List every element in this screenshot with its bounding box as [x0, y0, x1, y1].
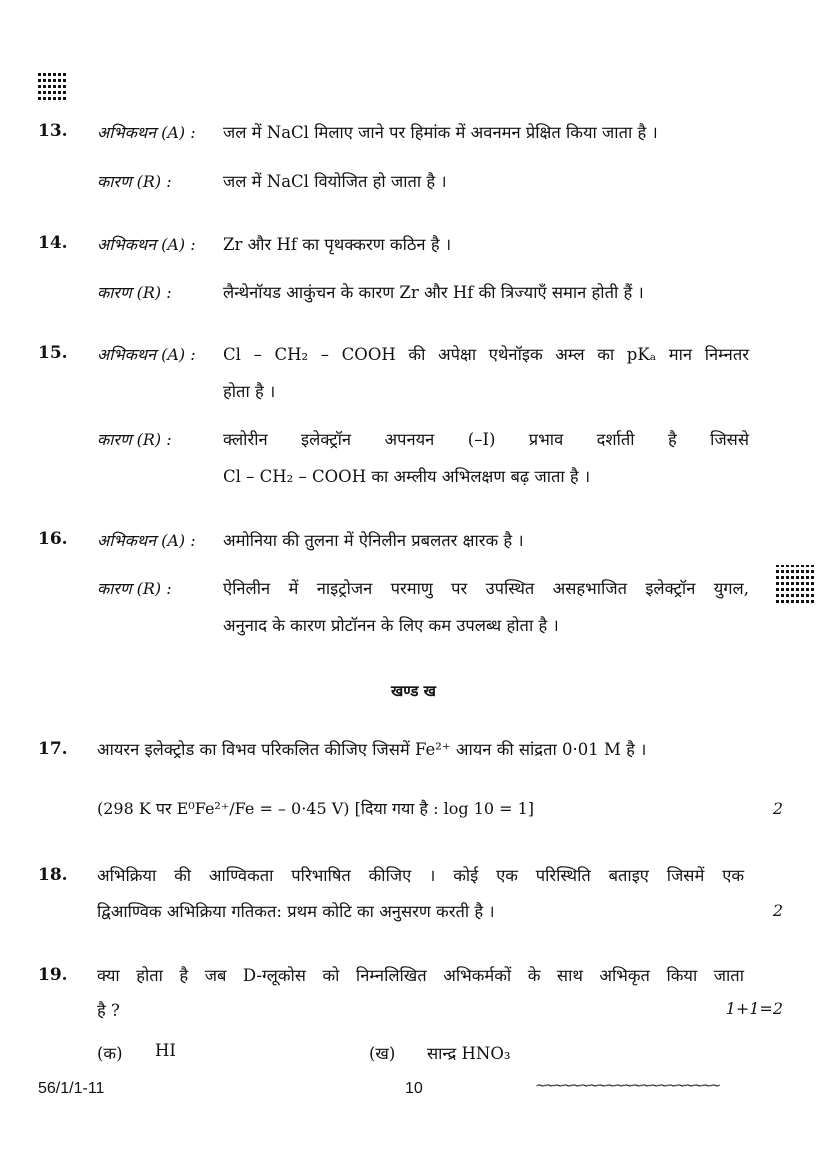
reason-text: क्लोरीन इलेक्ट्रॉन अपनयन (–I) प्रभाव दर्शाती है जिससे	[223, 430, 749, 449]
question-number: 18.	[38, 865, 68, 885]
assertion-text-cont: होता है ।	[223, 382, 276, 401]
reason-label: कारण (R) :	[97, 430, 172, 449]
reason-label: कारण (R) :	[97, 172, 172, 191]
question-number: 19.	[38, 965, 68, 985]
question-number: 16.	[38, 529, 68, 549]
reason-text: लैन्थेनॉयड आकुंचन के कारण Zr और Hf की त्रिज्याएँ समान होती हैं ।	[223, 283, 644, 302]
question-text-cont: है ?	[97, 1001, 120, 1020]
reason-text-cont: अनुनाद के कारण प्रोटॉनन के लिए कम उपलब्ध होता है ।	[223, 616, 559, 635]
assertion-label: अभिकथन (A) :	[97, 531, 196, 550]
qr-code-icon	[38, 72, 66, 100]
marks: 2	[772, 799, 783, 818]
marks: 1+1=2	[725, 999, 783, 1018]
question-number: 14.	[38, 233, 68, 253]
question-text-cont: द्विआण्विक अभिक्रिया गतिकत: प्रथम कोटि का अनुसरण करती है ।	[97, 902, 495, 921]
assertion-text: अमोनिया की तुलना में ऐनिलीन प्रबलतर क्षारक है ।	[223, 531, 524, 550]
qr-code-icon	[776, 565, 814, 603]
reason-text: ऐनिलीन में नाइट्रोजन परमाणु पर उपस्थित असहभाजित इलेक्ट्रॉन युगल,	[223, 579, 749, 598]
option-b: सान्द्र HNO₃	[427, 1044, 511, 1063]
assertion-label: अभिकथन (A) :	[97, 235, 196, 254]
assertion-text: Zr और Hf का पृथक्करण कठिन है ।	[223, 235, 452, 254]
option-a-label: (क)	[97, 1044, 123, 1063]
question-number: 15.	[38, 343, 68, 363]
reason-label: कारण (R) :	[97, 283, 172, 302]
marks: 2	[772, 901, 783, 920]
given-data: (298 K पर E⁰Fe²⁺/Fe = – 0·45 V) [दिया गया है : log 10 = 1]	[97, 799, 535, 818]
signature-line: ~~~~~~~~~~~~~~~~~~~~~	[535, 1078, 719, 1094]
question-text: अभिक्रिया की आण्विकता परिभाषित कीजिए । कोई एक परिस्थिति बताइए जिसमें एक	[97, 866, 744, 885]
question-text: आयरन इलेक्ट्रोड का विभव परिकलित कीजिए जिसमें Fe²⁺ आयन की सांद्रता 0·01 M है ।	[97, 740, 647, 759]
paper-code: 56/1/1-11	[38, 1080, 105, 1097]
assertion-text: Cl – CH₂ – COOH की अपेक्षा एथेनॉइक अम्ल का pKₐ मान निम्नतर	[223, 345, 749, 364]
option-b-label: (ख)	[369, 1044, 396, 1063]
reason-text: जल में NaCl वियोजित हो जाता है ।	[223, 172, 447, 191]
assertion-text: जल में NaCl मिलाए जाने पर हिमांक में अवनमन प्रेक्षित किया जाता है ।	[223, 123, 658, 142]
reason-text-cont: Cl – CH₂ – COOH का अम्लीय अभिलक्षण बढ़ जाता है ।	[223, 467, 591, 486]
question-number: 17.	[38, 739, 68, 759]
reason-label: कारण (R) :	[97, 579, 172, 598]
question-text: क्या होता है जब D-ग्लूकोस को निम्नलिखित अभिकर्मकों के साथ अभिकृत किया जाता	[97, 966, 744, 985]
page-number: 10	[405, 1080, 423, 1097]
assertion-label: अभिकथन (A) :	[97, 345, 196, 364]
option-a: HI	[155, 1041, 176, 1060]
question-number: 13.	[38, 121, 68, 141]
section-title: खण्ड ख	[391, 682, 436, 700]
assertion-label: अभिकथन (A) :	[97, 123, 196, 142]
